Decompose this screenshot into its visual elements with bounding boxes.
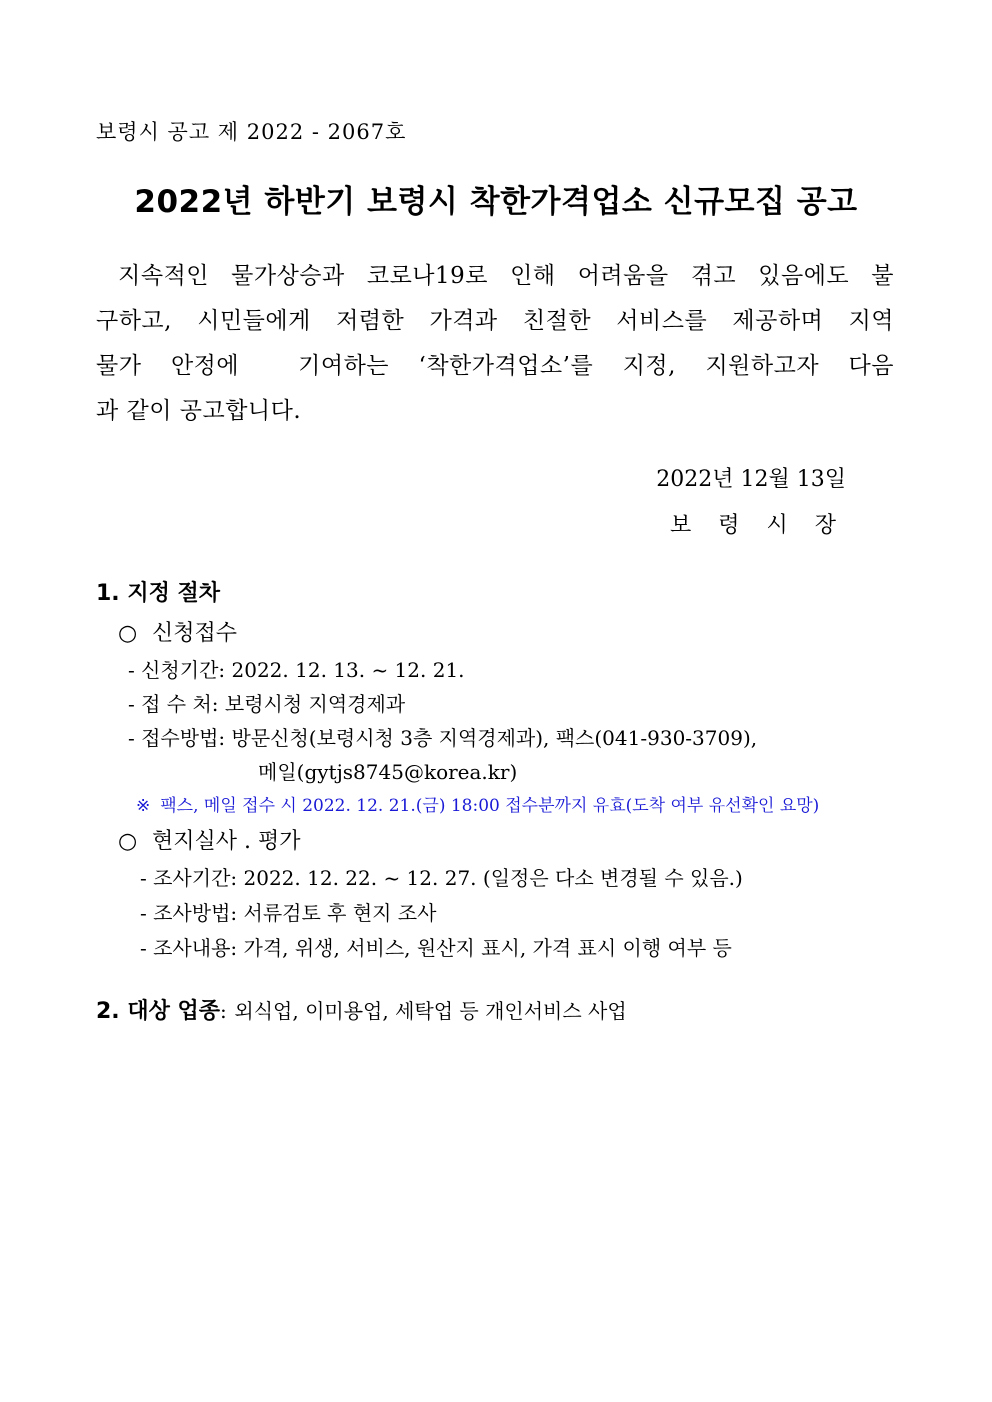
section-2-title: 2. 대상 업종 (96, 999, 220, 1024)
application-method-continued: 메일(gytjs8745@korea.kr) (258, 760, 518, 784)
intro-line: 과 같이 공고합니다. (96, 398, 302, 424)
application-period-row (128, 654, 465, 683)
inspection-period-row (140, 862, 743, 891)
fax-email-note (136, 791, 819, 816)
notice-number: 보령시 공고 제 2022 - 2067호 (96, 120, 407, 144)
document-title: 2022년 하반기 보령시 착한가격업소 신규모집 공고 (134, 184, 858, 220)
section-2-colon: : (220, 999, 227, 1023)
application-method-row (128, 722, 757, 751)
inspection-title: 현지실사 . 평가 (152, 829, 301, 854)
application-method-label: - 접수방법: (128, 726, 226, 750)
application-title: 신청접수 (152, 621, 238, 646)
intro-paragraph (96, 254, 894, 434)
inspection-subheading (118, 824, 301, 855)
fax-email-note-text: 팩스, 메일 접수 시 2022. 12. 21.(금) 18:00 접수분까지 유효(도착 여부 유선확인 요망) (160, 796, 820, 816)
application-office-value: 보령시청 지역경제과 (224, 692, 406, 716)
circle-bullet-icon: ○ (118, 829, 138, 854)
intro-line: 지속적인 물가상승과 코로나19로 인해 어려움을 겪고 있음에도 불 (96, 263, 894, 289)
inspection-content-label: - 조사내용: (140, 936, 238, 960)
application-office-row (128, 688, 405, 717)
target-industries: 외식업, 이미용업, 세탁업 등 개인서비스 사업 (234, 999, 627, 1023)
inspection-method-value: 서류검토 후 현지 조사 (243, 901, 437, 925)
reference-mark-icon: ※ (136, 796, 151, 816)
inspection-method-row (140, 897, 436, 926)
notice-date: 2022년 12월 13일 (656, 467, 846, 492)
application-office-label: - 접 수 처: (128, 692, 219, 716)
inspection-content-value: 가격, 위생, 서비스, 원산지 표시, 가격 표시 이행 여부 등 (243, 936, 732, 960)
intro-line: 구하고, 시민들에게 저렴한 가격과 친절한 서비스를 제공하며 지역 (96, 308, 894, 334)
signer: 보 령 시 장 (670, 513, 846, 538)
application-method-value: 방문신청(보령시청 3층 지역경제과), 팩스(041-930-3709), (231, 726, 758, 750)
application-period-label: - 신청기간: (128, 658, 226, 682)
inspection-period-label: - 조사기간: (140, 866, 238, 890)
inspection-method-label: - 조사방법: (140, 901, 238, 925)
application-subheading (118, 616, 237, 647)
circle-bullet-icon: ○ (118, 621, 138, 646)
section-2-heading (96, 994, 627, 1025)
inspection-period-value: 2022. 12. 22. ~ 12. 27. (일정은 다소 변경될 수 있음.) (243, 866, 743, 890)
intro-line: 물가 안정에 기여하는 ‘착한가격업소’를 지정, 지원하고자 다음 (96, 353, 894, 379)
inspection-content-row (140, 932, 732, 961)
section-1-heading: 1. 지정 절차 (96, 581, 220, 606)
application-period-value: 2022. 12. 13. ~ 12. 21. (231, 658, 465, 682)
